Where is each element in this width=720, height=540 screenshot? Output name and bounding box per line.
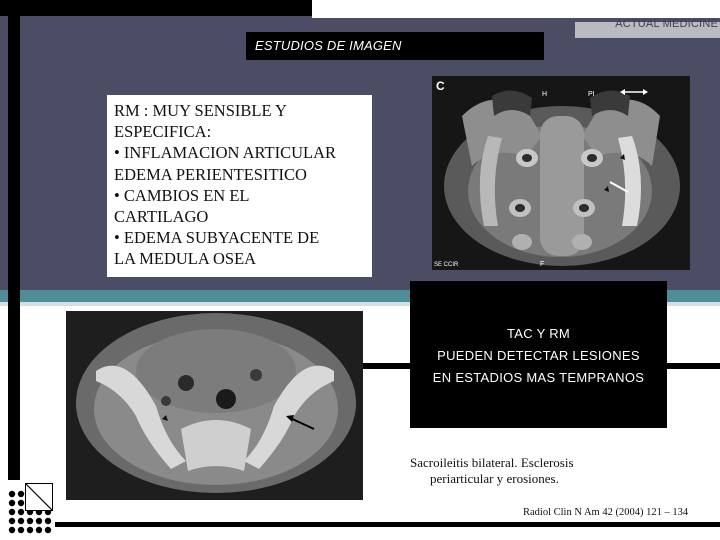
mri-label-sequence: SE CCIR: [434, 262, 459, 268]
slide-title: ESTUDIOS DE IMAGEN: [255, 38, 402, 53]
mri-panel-letter: C: [436, 79, 445, 93]
bottom-rule: [55, 522, 720, 527]
ct-pelvis-image: [66, 311, 363, 500]
decorative-corner-mark: [25, 483, 53, 511]
figure-caption: [410, 455, 680, 487]
mri-sacroiliac-image: [432, 76, 690, 270]
mri-text-line: • EDEMA SUBYACENTE DE: [114, 228, 320, 248]
mri-text-line: CARTILAGO: [114, 207, 209, 227]
mri-label-pi: PI: [588, 91, 595, 98]
highlight-line-3: EN ESTADIOS MAS TEMPRANOS: [432, 370, 645, 385]
top-black-bar: [0, 0, 312, 16]
mri-text-line: • INFLAMACION ARTICULAR: [114, 143, 337, 163]
highlight-box: [410, 281, 667, 428]
highlight-line-2: PUEDEN DETECTAR LESIONES: [437, 348, 640, 363]
mri-text-line: EDEMA PERIENTESITICO: [114, 164, 307, 184]
left-vertical-bar: [8, 16, 20, 480]
mri-text-line: ESPECIFICA:: [114, 122, 212, 142]
mri-label-bottom: F: [540, 261, 545, 268]
top-white-strip: [312, 0, 720, 18]
mri-text-line: RM : MUY SENSIBLE Y: [114, 101, 287, 120]
brand-label: ACTUAL MEDICINE: [615, 18, 718, 30]
mri-label-h: H: [542, 91, 548, 98]
mri-text-line: LA MEDULA OSEA: [114, 249, 257, 269]
caption-line-1: Sacroileitis bilateral. Esclerosis: [410, 455, 574, 470]
highlight-line-1: TAC Y RM: [506, 326, 571, 341]
caption-line-2: periarticular y erosiones.: [430, 471, 559, 486]
citation: Radiol Clin N Am 42 (2004) 121 – 134: [523, 507, 689, 518]
mri-text-box: [107, 95, 372, 277]
mri-text-line: • CAMBIOS EN EL: [114, 185, 250, 205]
slide-title-box: [246, 32, 544, 60]
